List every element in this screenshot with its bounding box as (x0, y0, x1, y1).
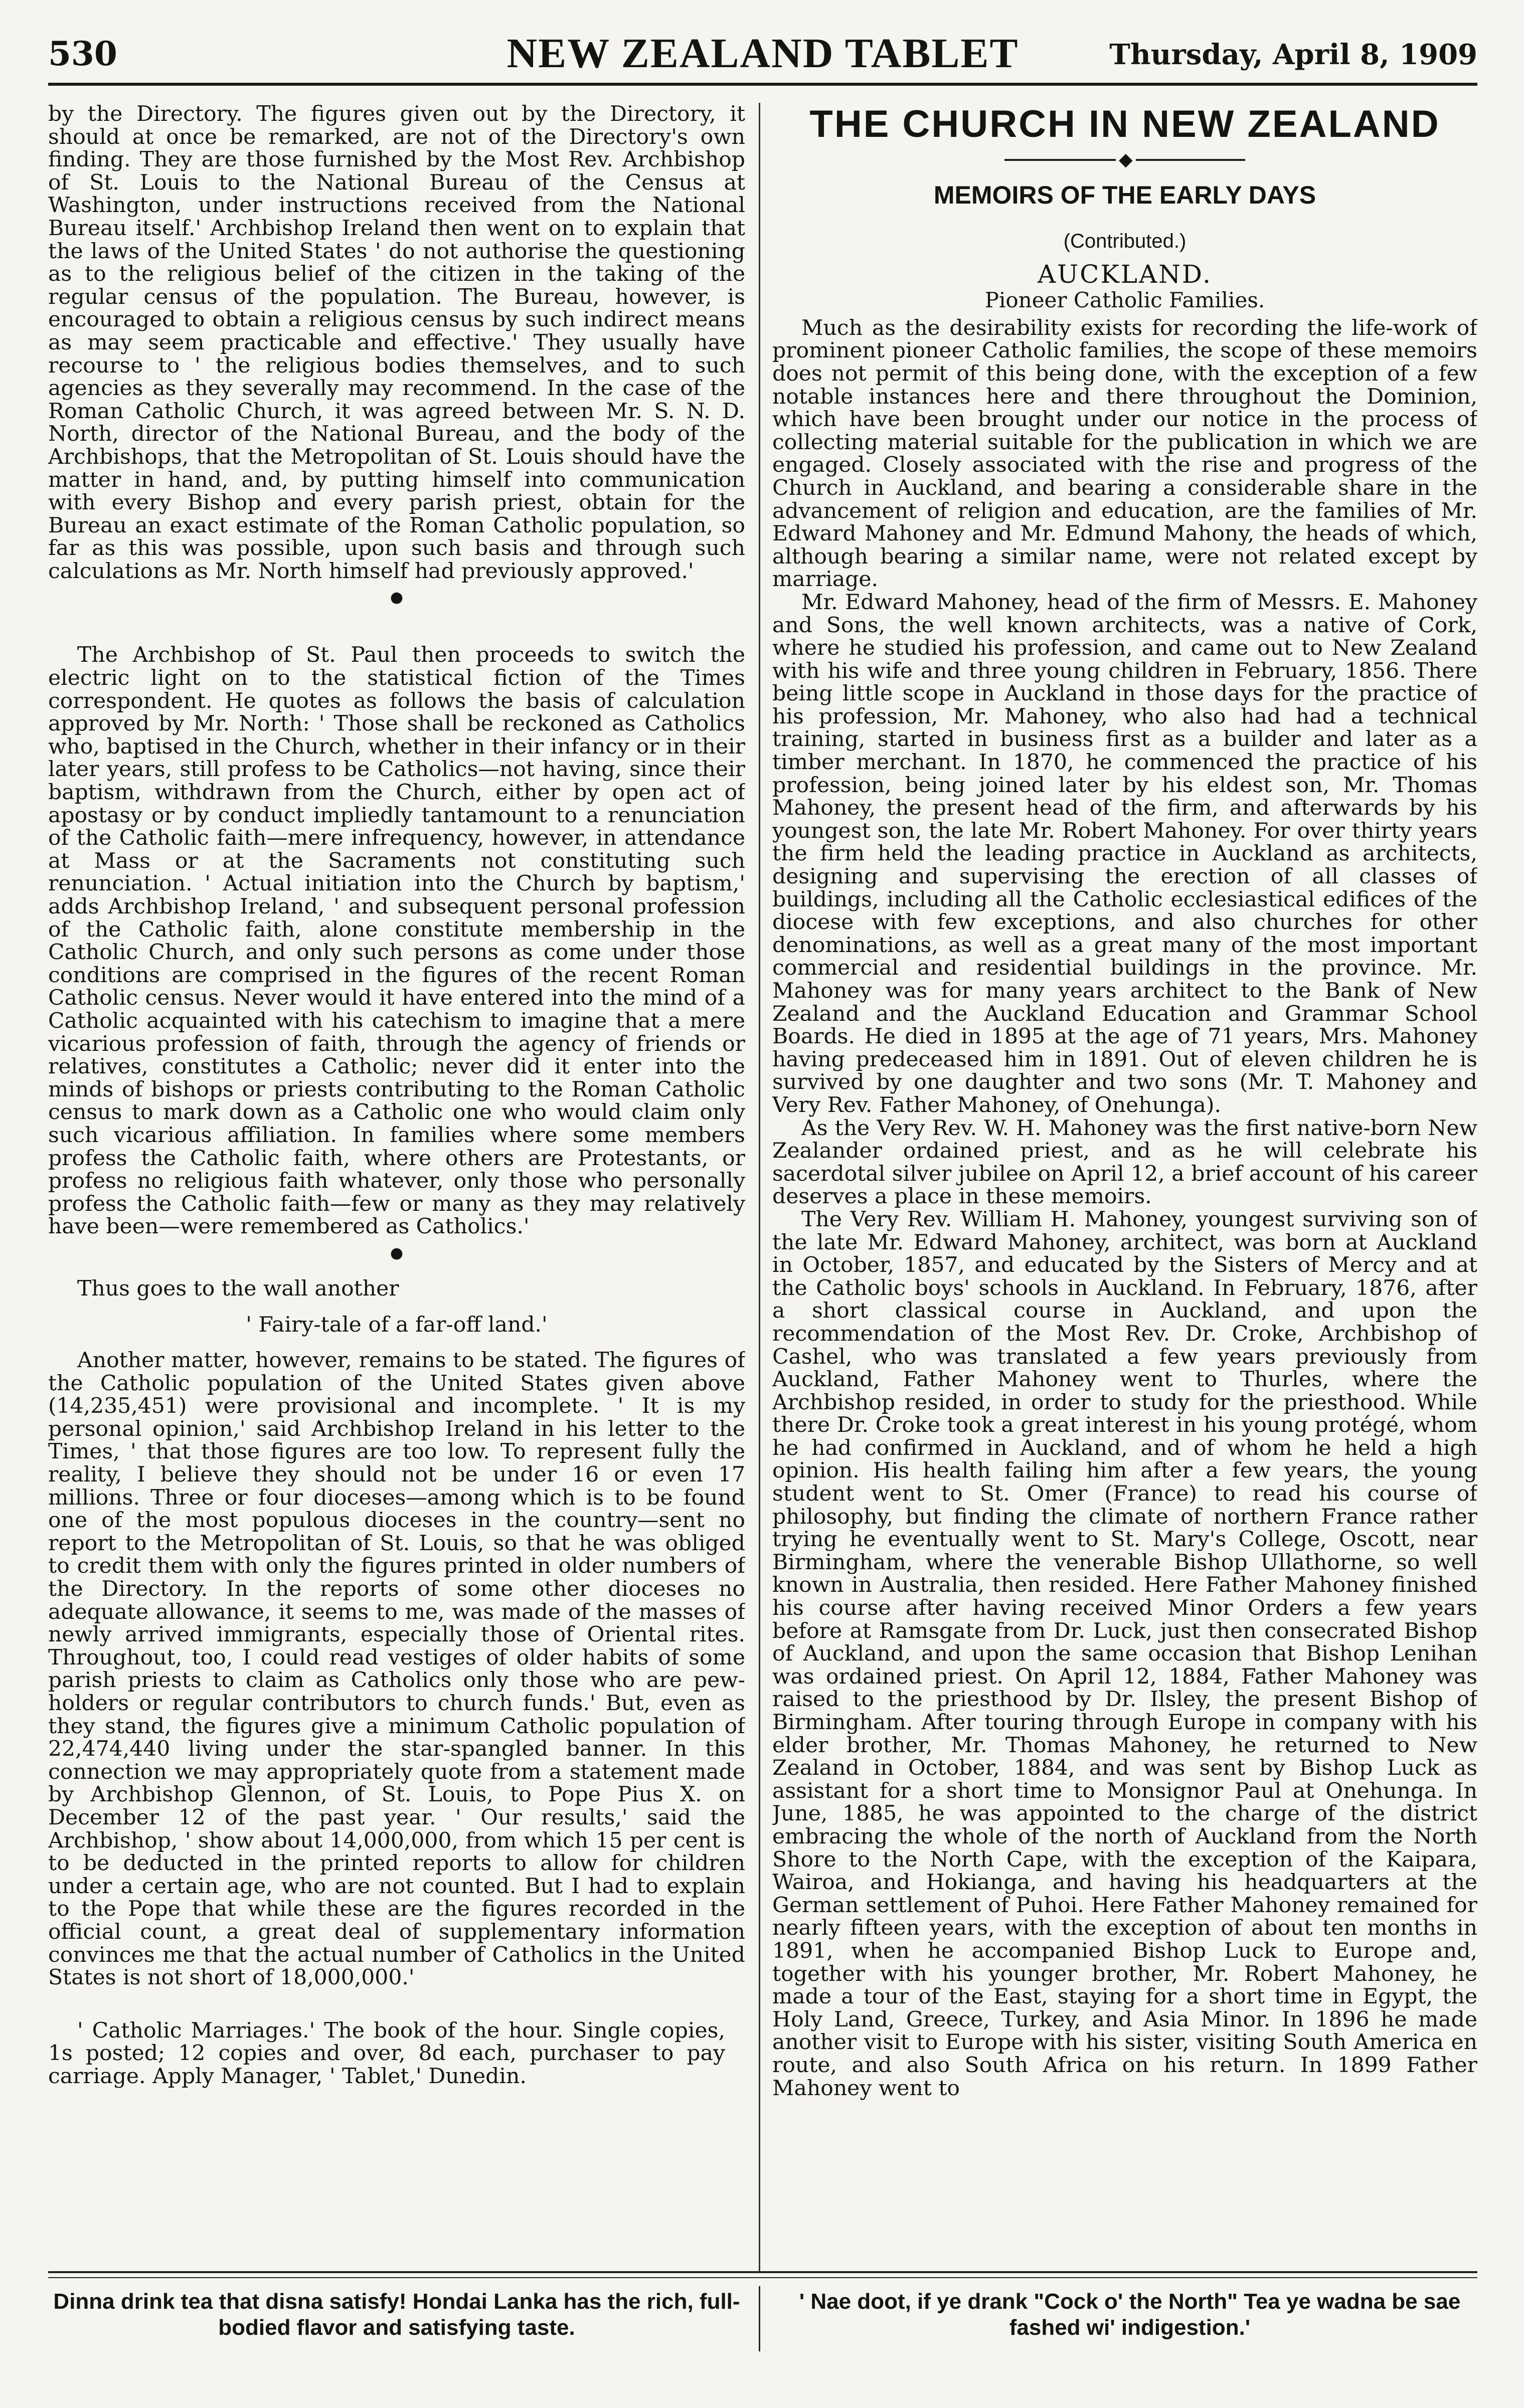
paragraph: As the Very Rev. W. H. Mahoney was the first native-born New Zealander ordained priest, and as he will celebrate his sacerdotal silver jubilee on April 12, a brief account of his career deserves a place in these memoirs. (772, 1116, 1477, 1209)
right-column (772, 103, 1477, 2244)
paragraph: Much as the desirability exists for recording the life-work of prominent pioneer Catholic families, the scope of these memoirs does not permit of this being done, with the exception of a few notable instances here and there throughout the Dominion, which have been brought under our notice in the process of collecting material suitable for the publication in which we are engaged. Closely associated with the rise and progress of the Church in Auckland, and bearing a considerable share in the advancement of religion and education, are the families of Mr. Edward Mahoney and Mr. Edmund Mahony, the heads of which, although bearing a similar name, were not related except by marriage. (772, 315, 1477, 592)
paragraph: Mr. Edward Mahoney, head of the firm of Messrs. E. Mahoney and Sons, the well known architects, was a native of Cork, where he studied his profession, and came out to New Zealand with his wife and three young children in February, 1856. There being little scope in Auckland in those days for the practice of his profession, Mr. Mahoney, who also had had a technical training, started in business first as a builder and later as a timber merchant. In 1870, he commenced the practice of his profession, being joined later by his eldest son, Mr. Thomas Mahoney, the present head of the firm, and afterwards by his youngest son, the late Mr. Robert Mahoney. For over thirty years the firm held the leading practice in Auckland as architects, designing and supervising the erection of all classes of buildings, including all the Catholic ecclesiastical edifices of the diocese with few exceptions, and also churches for other denominations, as well as a great many of the most important commercial and residential buildings in the province. Mr. Mahoney was for many years architect to the Bank of New Zealand and the Auckland Education and Grammar School Boards. He died in 1895 at the age of 71 years, Mrs. Mahoney having predeceased him in 1891. Out of eleven children he is survived by one daughter and two sons (Mr. T. Mahoney and Very Rev. Father Mahoney, of Onehunga). (772, 590, 1477, 1118)
paragraph: The Very Rev. William H. Mahoney, youngest surviving son of the late Mr. Edward Mahoney, architect, was born at Auckland in October, 1857, and educated by the Sisters of Mercy and at the Catholic boys' schools in Auckland. In February, 1876, after a short classical course in Auckland, and upon the recommendation of the Most Rev. Dr. Croke, Archbishop of Cashel, who was translated a few years previously from Auckland, Father Mahoney went to Thurles, where the Archbishop resided, in order to study for the priesthood. While there Dr. Croke took a great interest in his young protégé, whom he had confirmed in Auckland, and of whom he held a high opinion. His health failing him after a few years, the young student went to St. Omer (France) to read his course of philosophy, but finding the climate of northern France rather trying he eventually went to St. Mary's College, Oscott, near Birmingham, where the venerable Bishop Ullathorne, so well known in Australia, then resided. Here Father Mahoney finished his course after having received Minor Orders a few years before at Ramsgate from Dr. Luck, just then consecrated Bishop of Auckland, and upon the same occasion that Bishop Lenihan was ordained priest. On April 12, 1884, Father Mahoney was raised to the priesthood by Dr. Ilsley, the present Bishop of Birmingham. After touring through Europe in company with his elder brother, Mr. Thomas Mahoney, he returned to New Zealand in October, 1884, and was sent by Bishop Luck as assistant for a short time to Monsignor Paul at Onehunga. In June, 1885, he was appointed to the charge of the district embracing the whole of the north of Auckland from the North Shore to the North Cape, with the exception of the Kaipara, Wairoa, and Hokianga, and having his headquarters at the German settlement of Puhoi. Here Father Mahoney remained for nearly fifteen years, with the exception of about ten months in 1891, when he accompanied Bishop Luck to Europe and, together with his younger brother, Mr. Robert Mahoney, he made a tour of the East, staying for a short time in Egypt, the Holy Land, Greece, Turkey, and Asia Minor. In 1896 he made another visit to Europe with his sister, visiting South America en route, and also South Africa on his return. In 1899 Father Mahoney went to (772, 1207, 1477, 2101)
bottom-rule-thin (48, 2277, 1477, 2278)
ornamental-rule (1004, 150, 1245, 170)
bottom-rule (48, 2271, 1477, 2273)
left-column (48, 103, 745, 2244)
article-subheading: MEMOIRS OF THE EARLY DAYS (933, 181, 1316, 209)
advert-divider (759, 2286, 760, 2351)
diamond-icon: ◆ (1116, 151, 1136, 169)
page-number: 530 (48, 34, 117, 73)
masthead (48, 25, 1477, 86)
paragraph: Thus goes to the wall another (77, 1276, 399, 1301)
advert-cock-o-the-north: ' Nae doot, if ye drank "Cock o' the North" Tea ye wadna be sae fashed wi' indigestion.' (799, 2289, 1461, 2340)
quote-line: ' Fairy-tale of a far-off land.' (246, 1312, 548, 1337)
advert-hondai-lanka: Dinna drink tea that disna satisfy! Hondai Lanka has the rich, full-bodied flavor and satisfying taste. (53, 2289, 740, 2340)
column-divider (759, 103, 760, 2271)
paragraph: The Archbishop of St. Paul then proceeds to switch the electric light on to the statistical fiction of the Times correspondent. He quotes as follows the basis of calculation approved by Mr. North: ' Those shall be reckoned as Catholics who, baptised in the Church, whether in their infancy or in their later years, still profess to be Catholics—not having, since their baptism, withdrawn from the Church, either by open act of apostasy or by conduct impliedly tantamount to a renunciation of the Catholic faith—mere infrequency, however, in attendance at Mass or at the Sacraments not constituting such renunciation. ' Actual initiation into the Church by baptism,' adds Archbishop Ireland, ' and subsequent personal profession of the Catholic faith, alone constitute membership in the Catholic Church, and only such persons as come under those conditions are comprised in the figures of the recent Roman Catholic census. Never would it have entered into the mind of a Catholic acquainted with his catechism to imagine that a mere vicarious profession of faith, through the agency of friends or relatives, constitutes a Catholic; never did it enter into the minds of bishops or priests contributing to the Roman Catholic census to mark down as a Catholic one who would claim only such vicarious affiliation. In families where some members profess the Catholic faith, where others are Protestants, or profess no religious faith whatever, only those who personally profess the Catholic faith—few or many as they may relatively have been—were remembered as Catholics.' (48, 643, 745, 1239)
paragraph: Another matter, however, remains to be stated. The figures of the Catholic population of the United States given above (14,235,451) were provisional and incomplete. ' It is my personal opinion,' said Archbishop Ireland in his letter to the Times, ' that those figures are too low. To represent fully the reality, I believe they should not be under 16 or even 17 millions. Three or four dioceses—among which is to be found one of the most populous dioceses in the country—sent no report to the Metropolitan of St. Louis, so that he was obliged to credit them with only the figures printed in older numbers of the Directory. In the reports of some other dioceses no adequate allowance, it seems to me, was made of the masses of newly arrived immigrants, especially those of Oriental rites. Throughout, too, I could read vestiges of older habits of some parish priests to claim as Catholics only those who are pew-holders or regular contributors to church funds.' But, even as they stand, the figures give a minimum Catholic population of 22,474,440 living under the star-spangled banner. In this connection we may appropriately quote from a statement made by Archbishop Glennon, of St. Louis, to Pope Pius X. on December 12 of the past year. ' Our results,' said the Archbishop, ' show about 14,000,000, from which 15 per cent is to be deducted in the printed reports to allow for children under a certain age, who are not counted. But I had to explain to the Pope that while these are the figures recorded in the official count, a great deal of supplementary information convinces me that the actual number of Catholics in the United States is not short of 18,000,000.' (48, 1348, 745, 1990)
notice-paragraph: ' Catholic Marriages.' The book of the hour. Single copies, 1s posted; 12 copies and over, 8d each, purchaser to pay carriage. Apply Manager, ' Tablet,' Dunedin. (48, 2018, 725, 2089)
section-title: Pioneer Catholic Families. (984, 288, 1265, 313)
issue-date: Thursday, April 8, 1909 (1109, 38, 1477, 71)
place-heading: AUCKLAND. (1037, 259, 1213, 289)
paragraph: by the Directory. The figures given out by the Directory, it should at once be remarked, are not of the Directory's own finding. They are those furnished by the Most Rev. Archbishop of St. Louis to the National Bureau of the Census at Washington, under instructions received from the National Bureau itself.' Archbishop Ireland then went on to explain that the laws of the United States ' do not authorise the questioning as to the religious belief of the citizen in the taking of the regular census of the population. The Bureau, however, is encouraged to obtain a religious census by such indirect means as may seem practicable and effective.' They usually have recourse to ' the religious bodies themselves, and to such agencies as they severally may recommend. In the case of the Roman Catholic Church, it was agreed between Mr. S. N. D. North, director of the National Bureau, and the body of the Archbishops, that the Metropolitan of St. Louis should have the matter in hand, and, by putting himself into communication with every Bishop and every parish priest, obtain for the Bureau an exact estimate of the Roman Catholic population, so far as this was possible, upon such basis and through such calculations as Mr. North himself had previously approved.' (48, 103, 745, 584)
separator-star: ● (390, 589, 404, 607)
contributed-label: (Contributed.) (1063, 230, 1187, 252)
paper-title: NEW ZEALAND TABLET (506, 30, 1019, 77)
separator-star: ● (390, 1244, 404, 1262)
article-heading: THE CHURCH IN NEW ZEALAND (809, 103, 1440, 145)
